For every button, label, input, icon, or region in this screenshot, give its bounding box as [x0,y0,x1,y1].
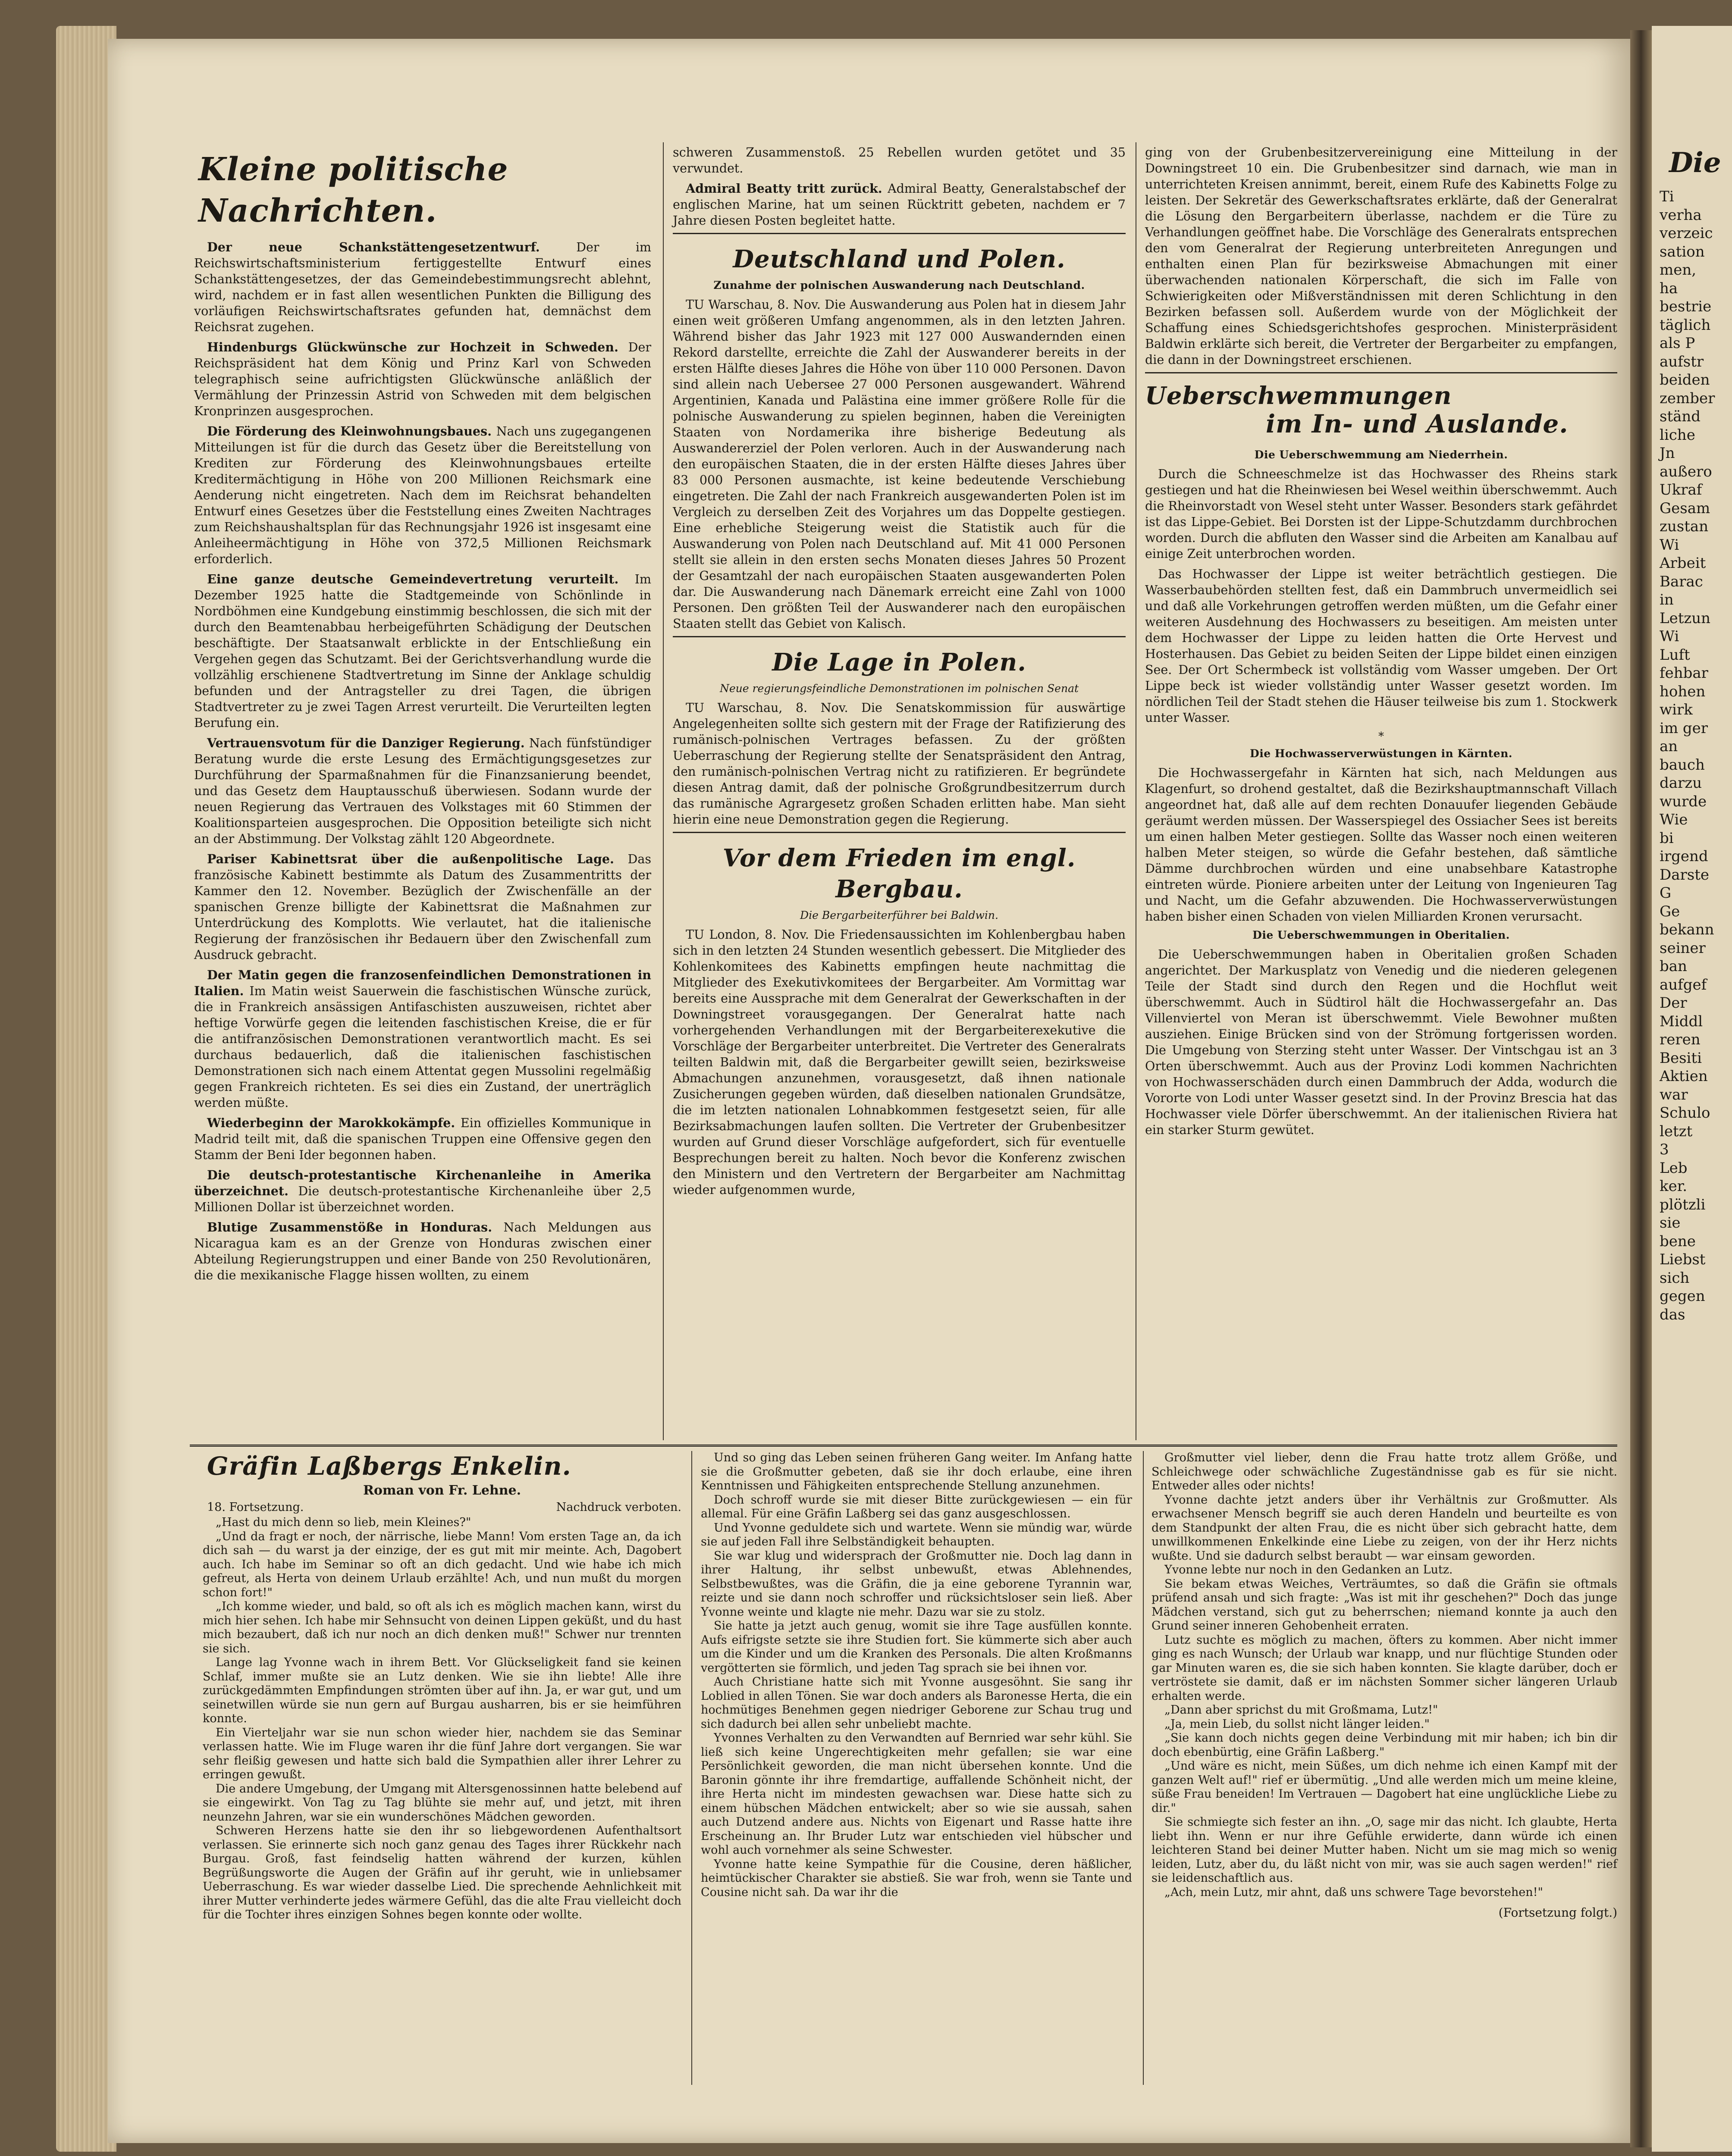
divider [1145,372,1617,373]
headline-poland: Deutschland und Polen. [733,245,1066,273]
column-poland [673,144,1126,1202]
serial-paragraph: Schweren Herzens hatte sie den ihr so liebgewordenen Aufenthaltsort verlassen. Sie erinnerte sich noch ganz genau des Tages ihrer Rückkehr nach Burgau. Groß, fast feindselig hatten während der kurzen, kühlen Begrüßungsworte die Augen der Gräfin auf ihr geruht, wie in unliebsamer Ueberraschung. Es war wieder dasselbe Lied. Die sprechende Aehnlichkeit mit ihrer Mutter verhinderte jedes wärmere Gefühl, das die alte Frau vielleicht doch für die Tochter ihres einzigen Sohnes begen konnte oder wollte. [203,1824,681,1921]
divider [673,233,1126,234]
serial-paragraphs [701,1451,1132,1899]
next-page-line: Luft [1660,646,1690,664]
news-item-lead: Der neue Schankstättengesetzentwurf. [207,240,540,254]
news-item-lead: Blutige Zusammenstöße in Honduras. [207,1220,492,1235]
next-page-line: Middl [1660,1012,1703,1030]
next-page-line: Darste [1660,866,1710,884]
news-item [194,851,651,963]
article-text: TU Warschau, 8. Nov. Die Senatskommission für auswärtige Angelegenheiten sollte sich gestern mit der Frage der Ratifizierung des rumänisch-polnischen Vertrages befassen. Zu der größten Ueberraschung der Regierung stellte der Senatspräsident den Antrag, den rumänisch-polnischen Vertrag nicht zu ratifizieren. Er begründete diesen Antrag damit, daß der polnische Großgrundbesitzerrum durch das rumänische Agrargesetz großen Schaden erlitten habe. Man sieht hierin eine neue Demonstration gegen die Regierung. [673,701,1126,827]
news-item-text: Nach Meldungen aus Nicaragua kam es an der Grenze von Honduras zwischen einer Abteilung Regierungstruppen und einer Bande von 250 Revolutionären, die die mexikanische Flagge hissen wollten, zu einem [194,1220,652,1282]
next-page-line: Schulo [1660,1104,1710,1122]
next-page-line: letzt [1660,1122,1693,1140]
next-page-line: Wi [1660,628,1679,645]
next-page-line: Wi [1660,536,1679,554]
next-page-line: plötzli [1660,1196,1706,1213]
next-page-line: im ger [1660,719,1708,737]
serial-paragraph: Ein Vierteljahr war sie nun schon wieder hier, nachdem sie das Seminar verlassen hatte. Wie im Fluge waren ihr die fünf Jahre dort vergangen. Sie war sehr fleißig gewesen und hatte sich bald die Sympathien aller ihrer Lehrer zu erringen gewußt. [203,1726,681,1781]
news-item-text: Ein offizielles Kommunique in Madrid teilt mit, daß die spanischen Truppen eine Offensive gegen den Stamm der Beni Ider begonnen haben. [194,1116,651,1162]
next-page-line: irgend [1660,848,1708,865]
serial-paragraphs [203,1516,681,1922]
headline-floods-line2: im In- und Auslande. [1266,409,1569,439]
news-item-lead: Pariser Kabinettsrat über die außenpolitische Lage. [207,852,614,866]
serial-info [207,1501,681,1514]
next-page-line: Besiti [1660,1049,1702,1067]
next-page-line: Aktien [1660,1068,1708,1085]
next-page-line: aufstr [1660,353,1704,370]
next-page-line: zustan [1660,518,1709,535]
news-item-text: Admiral Beatty, Generalstabschef der englischen Marine, hat um seinen Rücktritt gebeten, nachdem er 7 Jahre diesen Posten begleitet hatte. [673,182,1126,228]
column-political-news [194,149,651,1288]
article-text: Die Ueberschwemmungen haben in Oberitalien großen Schaden angerichtet. Der Markusplatz von Venedig und die niederen gelegenen Teile der Stadt sind durch den Regen und die Hochflut weit überschwemmt. Auch in Südtirol hält die Hochwassergefahr an. Das Villenviertel von Meran ist überschwemmt. Viele Bewohner mußten ausziehen. Einige Brücken sind von der Strömung fortgerissen worden. Die Umgebung von Sterzing steht unter Wasser. Der Vintschgau ist an 3 Orten überschwemmt. Auch aus der Provinz Lodi kommen Nachrichten von Hochwasserschäden durch einen Dammbruch der Adda, wodurch die Vororte von Lodi unter Wasser gesetzt sind. In der Provinz Brescia hat das Hochwasser viele Dörfer überschwemmt. An der italienischen Riviera hat ein starker Sturm gewütet. [1145,947,1617,1137]
article-text: TU Warschau, 8. Nov. Die Auswanderung aus Polen hat in diesem Jahr einen weit größeren Umfang angenommen, als in den letzten Jahren. Während bisher das Jahr 1923 mit 127 000 Auswandernden einen Rekord darstellte, erreichte die Zahl der Auswanderer bereits in der ersten Hälfte dieses Jahres die Höhe von über 110 000 Personen. Davon sind allein nach Uebersee 27 000 Personen ausgewandert. Während Argentinien, Kanada und Palästina eine immer größere Rolle für die polnische Auswanderung zu spielen beginnen, haben die Vereinigten Staaten von Nordamerika ihre bisherige Bedeutung als Auswandererziel der Polen verloren. Auch in der Auswanderung nach den europäischen Staaten, die in der ersten Hälfte dieses Jahres über 83 000 Personen ausmachte, ist keine bedeutende Verschiebung eingetreten. Die Zahl der nach Frankreich ausgewanderten Polen ist im Vergleich zu derselben Zeit des Vorjahres um das Doppelte gestiegen. Eine erhebliche Steigerung weist die Statistik auch für die Auswanderung von Polen nach Deutschland auf. Mit 41 000 Personen stellt sie allein in den ersten sechs Monaten dieses Jahres 50 Prozent der Gesamtzahl der nach europäischen Staaten ausgewanderten Polen dar. Die Auswanderung nach Dänemark erreicht eine Zahl von 1000 Personen. Den größten Teil der Auswanderer nach den europäischen Staaten stellt das Gebiet von Kalisch. [673,298,1126,631]
subheadline-lage: Neue regierungsfeindliche Demonstrationen im polnischen Senat [719,682,1079,695]
serial-paragraph: Yvonne lebte nur noch in den Gedanken an Lutz. [1164,1563,1453,1576]
news-item-lead: Wiederbeginn der Marokkokämpfe. [207,1116,455,1130]
serial-paragraphs [1152,1451,1617,1899]
news-item-text: Nach uns zugegangenen Mitteilungen ist für die durch das Gesetz über die Bereitstellung von Krediten zur Förderung des Kleinwohnungsbaues erteilte Kreditermächtigung in Höhe von 200 Millionen Reichsmark eine Aenderung nicht eingetreten. Nach dem im Reichsrat behandelten Entwurf eines Gesetzes über die Feststellung eines Zweiten Nachtrages zum Reichshaushaltsplan für das Rechnungsjahr 1926 ist insgesamt eine Anleiheermächtigung in Höhe von 372,5 Millionen Reichsmark erforderlich. [194,424,651,566]
serial-paragraph: Auch Christiane hatte sich mit Yvonne ausgesöhnt. Sie sang ihr Loblied in allen Tönen. Sie war doch anders als Baronesse Herta, die ein hochmütiges Benehmen gegen niedriger Geborene zur Schau trug und sich dadurch bei allen sehr unbeliebt machte. [701,1675,1132,1731]
serial-subtitle: Roman von Fr. Lehne. [363,1483,521,1498]
headline-bergbau: Vor dem Frieden im engl. Bergbau. [722,844,1076,903]
serial-installment: 18. Fortsetzung. [207,1501,304,1514]
news-item-lead: Die deutsch-protestantische Kirchenanleihe in Amerika überzeichnet. [194,1168,651,1198]
news-item-text: Das französische Kabinett bestimmte als Datum des Zusammentritts der Kammer den 12. November. Bezüglich der Zwischenfälle an der spanischen Grenze billigte der Kabinettsrat die Maßnahmen zur Unterdrückung des Komplotts. Wie verlautet, hat die italienische Regierung der französischen ihr Bedauern über den Zwischenfall zum Ausdruck gebracht. [194,852,652,962]
next-page-line: bi [1660,829,1674,847]
serial-paragraph: Und so ging das Leben seinen früheren Gang weiter. Im Anfang hatte sie die Großmutter gebeten, daß sie ihr doch erlaube, eine ihren Kenntnissen und Fähigkeiten entsprechende Stellung anzunehmen. [701,1451,1132,1492]
next-page-line: Arbeit [1660,555,1706,572]
news-item [194,423,651,567]
serial-paragraph: Und Yvonne geduldete sich und wartete. Wenn sie mündig war, würde sie auf jeden Fall ihre Selbständigkeit behaupten. [701,1521,1132,1548]
subheadline-italien: Die Ueberschwemmungen in Oberitalien. [1252,929,1510,941]
next-page-line: sich [1660,1269,1690,1287]
serial-paragraph: „Sie kann doch nichts gegen deine Verbindung mit mir haben; ich bin dir doch ebenbürtig, eine Gräfin Laßberg." [1152,1731,1617,1759]
serial-column-2 [701,1451,1132,1899]
serial-paragraph: „Dann aber sprichst du mit Großmama, Lutz!" [1164,1703,1438,1717]
next-page-line: bauch [1660,756,1705,774]
news-item-text: Der Reichspräsident hat dem König und Prinz Karl von Schweden telegraphisch seine aufrichtigsten Glückwünsche anläßlich der Vermählung der Prinzessin Astrid von Schweden mit dem belgischen Kronprinzen ausgesprochen. [194,340,651,418]
next-page-line: darzu [1660,774,1702,792]
next-page-line: Wie [1660,811,1688,828]
article-text: Das Hochwasser der Lippe ist weiter beträchtlich gestiegen. Die Wasserbaubehörden stellten fest, daß ein Dammbruch unvermeidlich sei und daß alle Vorkehrungen getroffen werden müßten, um die Gefahr einer weiteren Ausdehnung des Hochwassers zu beseitigen. Am meisten unter dem Hochwasser der Lippe zu leiden hatten die Orte Hervest und Hosterhausen. Das Gebiet zu beiden Seiten der Lippe bildet einen einzigen See. Der Ort Schermbeck ist vollständig vom Wasser umgeben. Der Ort Lippe beck ist wieder vollständig unter Wasser gesetzt worden. Im nördlichen Teil der Stadt stehen die Häuser teilweise bis zum 1. Stockwerk unter Wasser. [1145,567,1617,725]
news-item [194,1115,651,1163]
article-text: Durch die Schneeschmelze ist das Hochwasser des Rheins stark gestiegen und hat die Rheinwiesen bei Wesel weithin überschwemmt. Auch die Rheinvorstadt von Wesel steht unter Wasser. Besonders stark gefährdet ist das Lippe-Gebiet. Bei Dorsten ist der Lippe-Schutzdamm durchbrochen worden. Durch die abfluten den Wasser sind die Arbeiten am Kanalbau auf einige Zeit unterbrochen worden. [1145,467,1617,561]
next-page-lines [1652,188,1732,1324]
section-divider [190,1445,1617,1447]
news-item [194,967,651,1111]
serial-paragraph: „Hast du mich denn so lieb, mein Kleines?" [216,1516,471,1529]
serial-paragraph: Sie war klug und widersprach der Großmutter nie. Doch lag dann in ihrer Haltung, ihr selbst unbewußt, etwas Ablehnendes, Selbstbewußtes, was die Gräfin, die ja eine geborene Tyrannin war, reizte und sie dann noch schroffer und rücksichtsloser sein ließ. Aber Yvonne weinte und klagte nie mehr. Dazu war sie zu stolz. [701,1549,1132,1619]
next-page-line: sie [1660,1214,1681,1232]
next-page-line: men, [1660,261,1697,279]
news-item [194,339,651,419]
news-item [194,735,651,847]
next-page-line: seiner [1660,939,1706,957]
serial-copyright-notice: Nachdruck verboten. [556,1501,681,1514]
column-floods [1145,144,1617,1142]
column-rule [691,1451,692,2085]
serial-column-1 [203,1451,681,1922]
next-page-line: sation [1660,243,1705,260]
divider [673,636,1126,637]
next-page-line: zember [1660,389,1715,407]
next-page-line: bene [1660,1232,1696,1250]
next-page-line: täglich [1660,316,1711,334]
news-item [194,571,651,731]
subheadline-kaernten: Die Hochwasserverwüstungen in Kärnten. [1250,747,1512,760]
next-page-line: fehbar [1660,664,1708,682]
serial-paragraph: „Ach, mein Lutz, mir ahnt, daß uns schwere Tage bevorstehen!" [1164,1885,1543,1899]
news-item-lead: Die Förderung des Kleinwohnungsbaues. [207,424,492,439]
next-page-line: verzeic [1660,225,1713,242]
next-page-line: verha [1660,206,1702,224]
news-item [194,239,651,335]
news-item-text: Die deutsch-protestantische Kirchenanleihe über 2,5 Millionen Dollar ist überzeichnet worden. [194,1184,651,1214]
serial-paragraph: Yvonnes Verhalten zu den Verwandten auf Bernried war sehr kühl. Sie ließ sich keine Ungerechtigkeiten mehr gefallen; sie war eine Persönlichkeit geworden, die man nicht übersehen konnte. Und die Baronin gönnte ihr ihre fremdartige, auffallende Schönheit nicht, der ihre Herta nicht im mindesten gewachsen war. Diese hatte sich zu einem hübschen Mädchen entwickelt; aber so wie sie aussah, sahen auch Dutzend andere aus. Nichts von Eigenart und Rasse hatte ihre Erscheinung an. Ihr Bruder Lutz war entschieden viel hübscher und wohl auch vornehmer als seine Schwester. [701,1731,1132,1857]
headline-lage: Die Lage in Polen. [772,648,1026,677]
serial-paragraph: Lutz suchte es möglich zu machen, öfters zu kommen. Aber nicht immer ging es nach Wunsch; der Urlaub war knapp, und nur flüchtige Stunden oder gar Minuten waren es, die sie sich haben konnten. Sie klagte darüber, doch er vertröstete sie damit, daß er im nächsten Sommer sicher längeren Urlaub erhalten werde. [1152,1633,1617,1703]
serial-paragraph: „Und da fragt er noch, der närrische, liebe Mann! Vom ersten Tage an, da ich dich sah — du warst ja der einzige, der es gut mit mir meinte. Ach, Dagobert auch. Ich habe im Seminar so oft an dich gedacht. Und wie habe ich mich gefreut, als Herta von deinem Urlaub erzählte! Ach, und nun mußt du morgen schon fort!" [203,1529,681,1599]
next-page-line: Der [1660,994,1687,1012]
next-page-line: als P [1660,335,1695,352]
serial-column-3 [1152,1451,1617,1920]
next-page-line: 3 [1660,1141,1669,1158]
next-page-line: bekann [1660,921,1714,938]
article-text: Die Hochwassergefahr in Kärnten hat sich, nach Meldungen aus Klagenfurt, so drohend gestaltet, daß die Bezirkshauptmannschaft Villach angeordnet hat, daß alle auf dem rechten Donauufer liegenden Gebäude geräumt werden müssen. Der Wasserspiegel des Ossiacher Sees ist bereits um einen halben Meter gestiegen. Sollte das Wasser noch einen weiteren halben Meter steigen, so würde die Gefahr bestehen, daß sämtliche Dämme durchbrochen würden und eine unabsehbare Katastrophe eintreten würde. Pioniere arbeiten unter der Leitung von Ingenieuren Tag und Nacht, um die Gefahr abzuwenden. Die Hochwasserverwüstungen haben bisher einen Schaden von vielen Milliarden Kronen verursacht. [1145,766,1617,924]
next-page-line: Ge [1660,903,1680,920]
column-rule [1143,1451,1144,2085]
news-item [194,1219,651,1283]
article-continuation: schweren Zusammenstoß. 25 Rebellen wurden getötet und 35 verwundet. [673,145,1126,175]
next-page-line: liche [1660,426,1695,444]
separator-asterisk: * [1378,730,1384,743]
next-page-line: war [1660,1086,1688,1103]
serial-paragraph: Doch schroff wurde sie mit dieser Bitte zurückgewiesen — ein für allemal. Für eine Gräfin Laßberg sei das ganz ausgeschlossen. [701,1493,1132,1520]
next-page-line: bestrie [1660,298,1712,315]
next-page-line: in [1660,591,1674,608]
headline-political-news: Kleine politische Nachrichten. [198,151,508,229]
news-item-lead: Eine ganze deutsche Gemeindevertretung verurteilt. [207,572,619,586]
serial-paragraph: Lange lag Yvonne wach in ihrem Bett. Vor Glückseligkeit fand sie keinen Schlaf, immer mußte sie an Lutz denken. Wie sie ihn liebte! Alle ihre zurückgedämmten Empfindungen strömten über auf ihn. Ja, er war gut, und um seinetwillen würde sie nun gern auf Burgau ausharren, bis er sie heimführen konnte. [203,1656,681,1725]
next-page-fragment [1652,26,1732,2152]
serial-paragraph: Yvonne dachte jetzt anders über ihr Verhältnis zur Großmutter. Als erwachsener Mensch begriff sie auch deren Handeln und beurteilte es von dem Standpunkt der alten Frau, die es nicht über sich gebracht hatte, dem unwillkommenen Enkelkinde eine Liebe zu zeigen, von der ihr Herz nichts wußte. Und sie dadurch selbst beraubt — war einsam geworden. [1152,1493,1617,1563]
serial-paragraph: Die andere Umgebung, der Umgang mit Altersgenossinnen hatte belebend auf sie eingewirkt. Von Tag zu Tag blühte sie mehr auf, und jetzt, mit ihren neunzehn Jahren, war sie ein wunderschönes Mädchen geworden. [203,1782,681,1824]
serial-continued-note: (Fortsetzung folgt.) [1498,1905,1617,1920]
next-page-line: Jn [1660,445,1675,462]
next-page-line: ständ [1660,408,1701,425]
news-item [673,181,1126,229]
next-page-line: außero [1660,463,1712,480]
divider [673,832,1126,833]
next-page-heading: Die [1669,147,1721,179]
serial-paragraph: Sie bekam etwas Weiches, Verträumtes, so daß die Gräfin sie oftmals prüfend ansah und sich fragte: „Was ist mit ihr geschehen?" Doch das junge Mädchen verstand, sich gut zu beherrschen; niemand konnte ja auch den Grund seiner inneren Gehobenheit erraten. [1152,1577,1617,1633]
subheadline-poland: Zunahme der polnischen Auswanderung nach Deutschland. [713,279,1085,291]
news-item-lead: Vertrauensvotum für die Danziger Regierung. [207,736,525,750]
next-page-line: ker. [1660,1178,1688,1195]
column-rule [663,142,664,1440]
next-page-line: Ti [1660,188,1674,205]
article-text: ging von der Grubenbesitzervereinigung eine Mitteilung in der Downingstreet 10 ein. Die Grubenbesitzer sind darnach, wie man in unterrichteten Kreisen annimmt, bereit, einem Rufe des Kabinetts Folge zu leisten. Der Sekretär des Gewerkschaftsrates erklärte, daß der Generalrat die Lösung den Bergarbeitern überlasse, nachdem er die Türe zu Verhandlungen geöffnet habe. Die Vorschläge des Generalrats entsprechen den vom Generalrat der Regierung unterbreiteten Anregungen und enthalten einen Plan für bezirksweise Abmachungen mit einer überwachenden nationalen Körperschaft, die sich im Falle von Schwierigkeiten oder Mißverständnissen mit deren Schlichtung in den Bezirken befassen soll. Außerdem wurde von der Möglichkeit der Schaffung eines Schiedsgerichtshofes gesprochen. Ministerpräsident Baldwin erklärte sich bereit, die Vertreter der Bergarbeiter zu empfangen, die dann in der Downingstreet erschienen. [1145,145,1617,367]
serial-paragraph: Sie schmiegte sich fester an ihn. „O, sage mir das nicht. Ich glaubte, Herta liebt ihn. Wenn er nur ihre Gefühle erwiderte, dann würde ich einen leichteren Stand bei deiner Mutter haben. Nicht um sie mag mich so wenig leiden, Lutz, aber du, du läßt nicht von mir, was sie auch sagen werden!" rief sie leidenschaftlich aus. [1152,1815,1617,1885]
headline-floods-line1: Ueberschwemmungen [1145,382,1452,410]
next-page-line: Ukraf [1660,481,1702,498]
serial-paragraph: „Ich komme wieder, und bald, so oft als ich es möglich machen kann, wirst du mich hier sehen. Ich habe mir Sehnsucht von deinen Lippen geküßt, und du hast mich bezaubert, daß ich nur noch an dich denken muß!" Schwer nur trennten sie sich. [203,1600,681,1655]
next-page-line: G [1660,884,1672,902]
article-text: TU London, 8. Nov. Die Friedensaussichten im Kohlenbergbau haben sich in den letzten 24 Stunden wesentlich gebessert. Die Mitglieder des Kohlenkomitees des Kabinetts empfingen heute nachmittag die Mitglieder des Exekutivkomitees der Bergarbeiter. Am Vormittag war bereits eine Aussprache mit dem Generalrat der Gewerkschaften in der Downingstreet vorausgegangen. Der Generalrat hatte nach vorhergehenden Verhandlungen mit der Bergarbeiterexekutive die Vorschläge der Bergarbeiter unterbreitet. Die Vertreter des Generalrats teilten Baldwin mit, daß die Bergarbeiter gewillt seien, bezirksweise Abmachungen anzunehmen, vorausgesetzt, daß ihnen nationale Zusicherungen gegeben würden, daß dieselben nationalen Grundsätze, die im letzten nationalen Lohnabkommen festgesetzt seien, für alle Bezirksabmachungen laufen sollten. Die Vertreter der Grubenbesitzer wurden auf Grund dieser Vorschläge aufgefordert, sich für eventuelle Besprechungen bereit zu halten. Noch bevor die Konferenz zwischen den Ministern und den Vertretern der Bergarbeiter am Nachmittag wieder aufgenommen wurde, [673,928,1126,1197]
serial-paragraph: „Ja, mein Lieb, du sollst nicht länger leiden." [1164,1717,1430,1731]
news-item [194,1167,651,1215]
next-page-line: das [1660,1306,1685,1323]
news-item-text: Nach fünfstündiger Beratung wurde die erste Lesung des Ermächtigungsgesetzes zur Durchführung der Sparmaßnahmen für die Finanzsanierung beendet, und das Gesetz dem Hauptausschuß überwiesen. Sodann wurde der neuen Regierung das Vertrauen des Volkstages mit 60 Stimmen der Koalitionsparteien ausgesprochen. Die Opposition beteiligte sich nicht an der Abstimmung. Der Volkstag zählt 120 Abgeordnete. [194,736,651,846]
news-item-text: Im Matin weist Sauerwein die faschistischen Wünsche zurück, die in Frankreich ansässigen Antifaschisten auszuweisen, richtet aber heftige Vorwürfe gegen die leitenden faschistischen Kreise, die er für die antifranzösischen Demonstrationen verantwortlich macht. Es sei durchaus bedauerlich, daß die italienischen faschistischen Demonstrationen sich nach einem Attentat gegen Mussolini regelmäßig gegen Frankreich richteten. Es sei dies ein Zustand, der unerträglich werden müßte. [194,984,651,1110]
next-page-line: Leb [1660,1159,1688,1177]
serial-paragraph: „Und wäre es nicht, mein Süßes, um dich nehme ich einen Kampf mit der ganzen Welt auf!" rief er übermütig. „Und alle werden mich um meine kleine, süße Frau beneiden! Im Vertrauen — Dagobert hat eine unglückliche Liebe zu dir." [1152,1759,1617,1815]
serial-paragraph: Sie hatte ja jetzt auch genug, womit sie ihre Tage ausfüllen konnte. Aufs eifrigste setzte sie ihre Studien fort. Sie kümmerte sich aber auch um die Kinder und um die Kranken des Personals. Die alten Kroßmanns vergötterten sie förmlich, und jeden Tag sprach sie bei ihnen vor. [701,1619,1132,1675]
book-gutter [1630,30,1652,2147]
serial-paragraph: Großmutter viel lieber, denn die Frau hatte trotz allem Größe, und Schleichwege oder schwächliche Zugeständnisse gab es für sie nicht. Entweder alles oder nichts! [1152,1451,1617,1492]
next-page-line: beiden [1660,371,1710,389]
news-item-lead: Der Matin gegen die franzosenfeindlichen Demonstrationen in Italien. [194,968,651,998]
news-item-text: Der im Reichswirtschaftsministerium fertiggestellte Entwurf eines Schankstättengesetzes, der das Gemeindebestimmungsrecht ablehnt, wird, nachdem er in fast allen wesentlichen Punkten die Billigung des vorläufigen Reichswirtschaftsrates gefunden hat, demnächst dem Reichsrat zugehen. [194,240,652,334]
next-page-line: Gesam [1660,499,1710,517]
next-page-line: Liebst [1660,1251,1706,1268]
next-page-line: ha [1660,279,1678,297]
next-page-line: wirk [1660,701,1693,718]
news-item-text: Im Dezember 1925 hatte die Stadtgemeinde von Schönlinde in Nordböhmen eine Kundgebung einstimmig beschlossen, die sich mit der durch den Beamtenabbau herbeigeführten Schädigung der Deutschen beschäftigte. Der Staatsanwalt erblickte in der Entschließung ein Vergehen gegen das Schutzamt. Bei der Gerichtsverhandlung wurde die vollzählig erschienene Stadtvertretung im Sinne der Anklage schuldig befunden und der Antragsteller zu drei Tagen, die übrigen Stadtvertreter zu je zwei Tagen Arrest verurteilt. Die Verurteilten legten Berufung ein. [194,572,651,730]
next-page-line: gegen [1660,1288,1705,1305]
next-page-line: Letzun [1660,609,1711,627]
serial-title: Gräfin Laßbergs Enkelin. [207,1451,571,1481]
news-items [194,239,651,1283]
next-page-line: ban [1660,958,1687,975]
next-page-line: hohen [1660,683,1706,700]
next-page-line: reren [1660,1031,1701,1048]
news-item-lead: Hindenburgs Glückwünsche zur Hochzeit in Schweden. [207,340,618,354]
next-page-line: aufgef [1660,976,1707,993]
book-page-edges [56,26,116,2152]
subheadline-rhein: Die Ueberschwemmung am Niederrhein. [1254,448,1508,461]
subheadline-bergbau: Die Bergarbeiterführer bei Baldwin. [800,909,998,921]
next-page-line: wurde [1660,793,1707,810]
next-page-line: an [1660,738,1678,755]
next-page-line: Barac [1660,573,1703,590]
serial-paragraph: Yvonne hatte keine Sympathie für die Cousine, deren häßlicher, heimtückischer Charakter sie abstieß. Sie war froh, wenn sie Tante und Cousine nicht sah. Da war ihr die [701,1857,1132,1899]
news-item-lead: Admiral Beatty tritt zurück. [686,181,882,196]
